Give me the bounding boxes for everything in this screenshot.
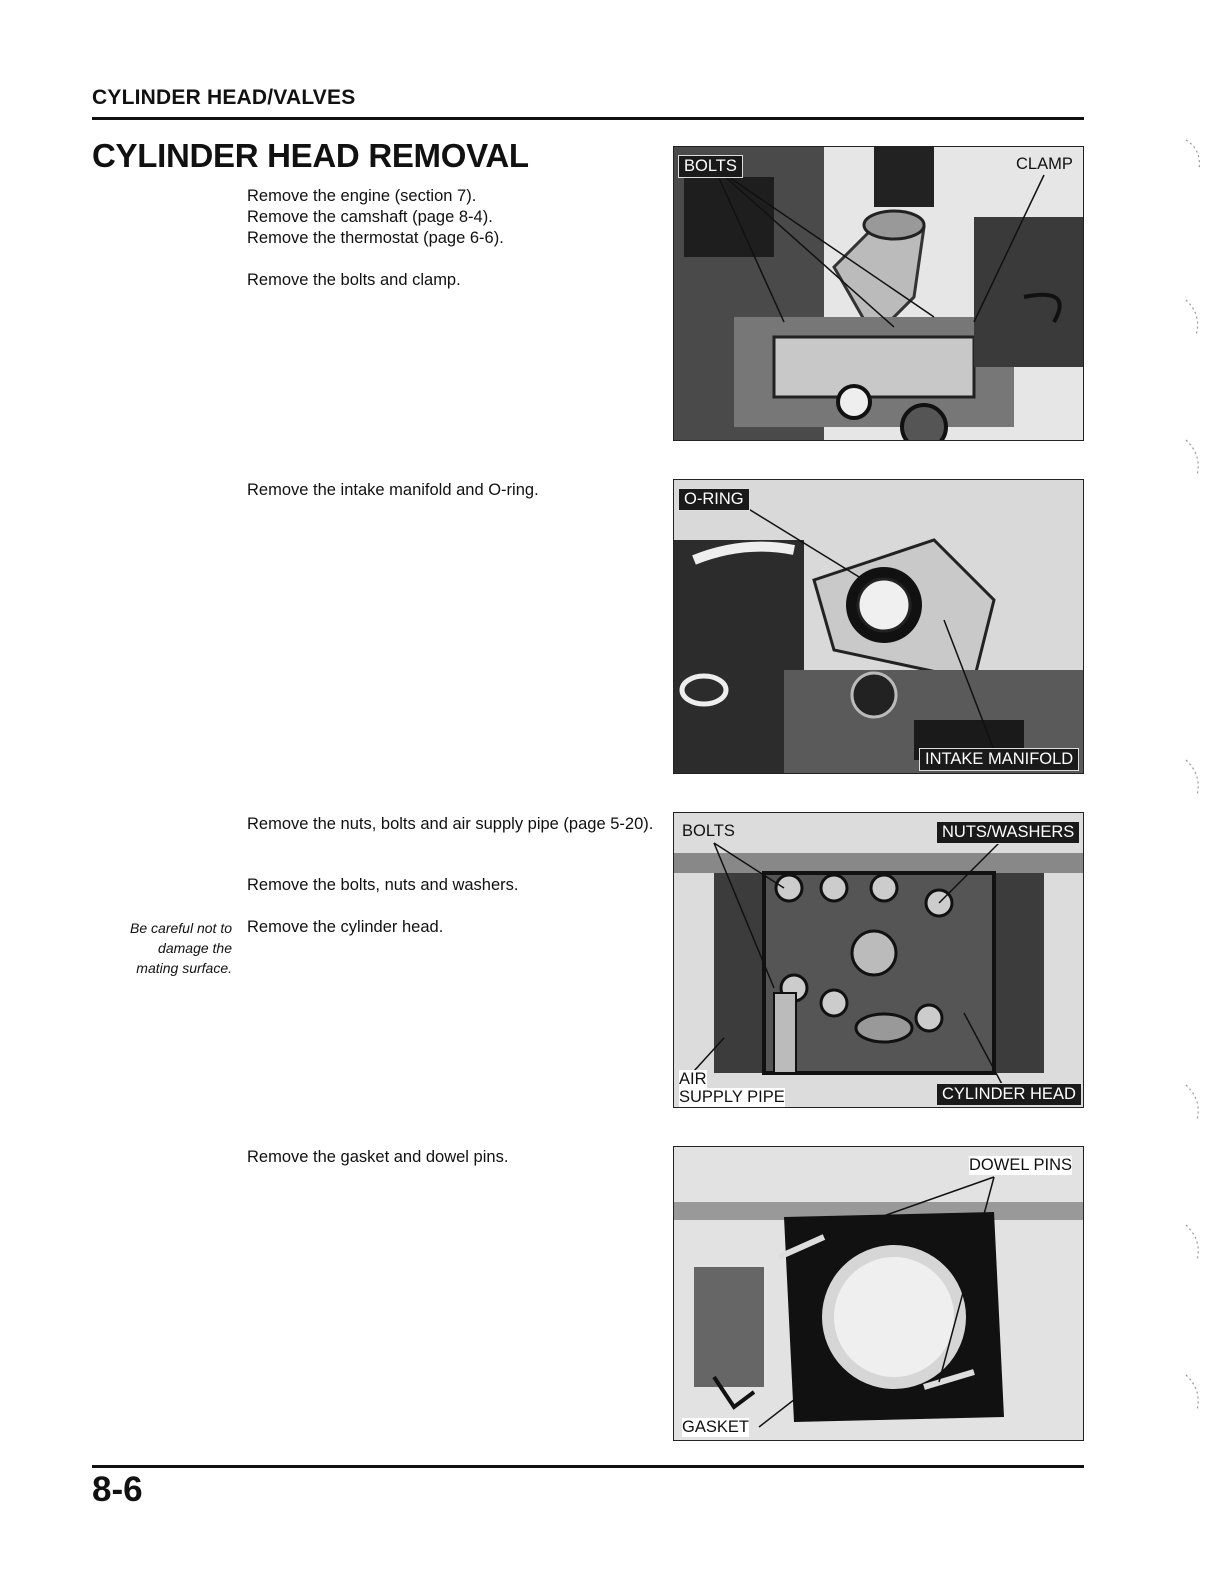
step-item: Remove the thermostat (page 6-6). (247, 229, 504, 247)
caution-line: mating surface. (136, 960, 232, 976)
label-dowel-pins: DOWEL PINS (969, 1156, 1072, 1174)
label-supply-pipe: SUPPLY PIPE (679, 1088, 785, 1106)
footer-rule (92, 1465, 1084, 1468)
label-oring: O-RING (678, 488, 750, 511)
label-intake-manifold: INTAKE MANIFOLD (919, 748, 1079, 771)
caution-note (100, 918, 232, 978)
photo-intake-manifold (673, 479, 1084, 774)
caution-line: damage the (158, 940, 232, 956)
engine-photo-2 (674, 480, 1084, 774)
step-bolts-nuts-washers: Remove the bolts, nuts and washers. (247, 876, 519, 894)
photo-gasket-dowel (673, 1146, 1084, 1441)
caution-line: Be careful not to (130, 920, 232, 936)
label-cylinder-head: CYLINDER HEAD (936, 1083, 1082, 1106)
label-bolts-2: BOLTS (682, 822, 735, 840)
photo-cylinder-head (673, 812, 1084, 1108)
step-item: Remove the camshaft (page 8-4). (247, 208, 493, 226)
page-number: 8-6 (92, 1470, 143, 1509)
header-rule (92, 117, 1084, 120)
label-air: AIR (679, 1070, 707, 1088)
step-list-1 (247, 186, 662, 249)
label-nuts-washers: NUTS/WASHERS (936, 821, 1080, 844)
photo-bolts-clamp (673, 146, 1084, 441)
step-bolts-clamp: Remove the bolts and clamp. (247, 271, 461, 289)
section-header: CYLINDER HEAD/VALVES (92, 86, 356, 109)
engine-photo-3 (674, 813, 1084, 1108)
step-air-supply-pipe: Remove the nuts, bolts and air supply pipe (page 5-20). (247, 815, 654, 833)
label-gasket: GASKET (682, 1418, 749, 1436)
step-item: Remove the engine (section 7). (247, 187, 477, 205)
label-clamp: CLAMP (1016, 155, 1073, 173)
engine-photo-4 (674, 1147, 1084, 1441)
label-bolts: BOLTS (678, 155, 743, 178)
engine-photo-1 (674, 147, 1084, 441)
page-title: CYLINDER HEAD REMOVAL (92, 137, 529, 174)
binding-hole-marks (1144, 120, 1224, 1420)
step-remove-cylinder-head: Remove the cylinder head. (247, 918, 444, 936)
step-intake-manifold: Remove the intake manifold and O-ring. (247, 481, 539, 499)
step-gasket-dowel: Remove the gasket and dowel pins. (247, 1148, 509, 1166)
